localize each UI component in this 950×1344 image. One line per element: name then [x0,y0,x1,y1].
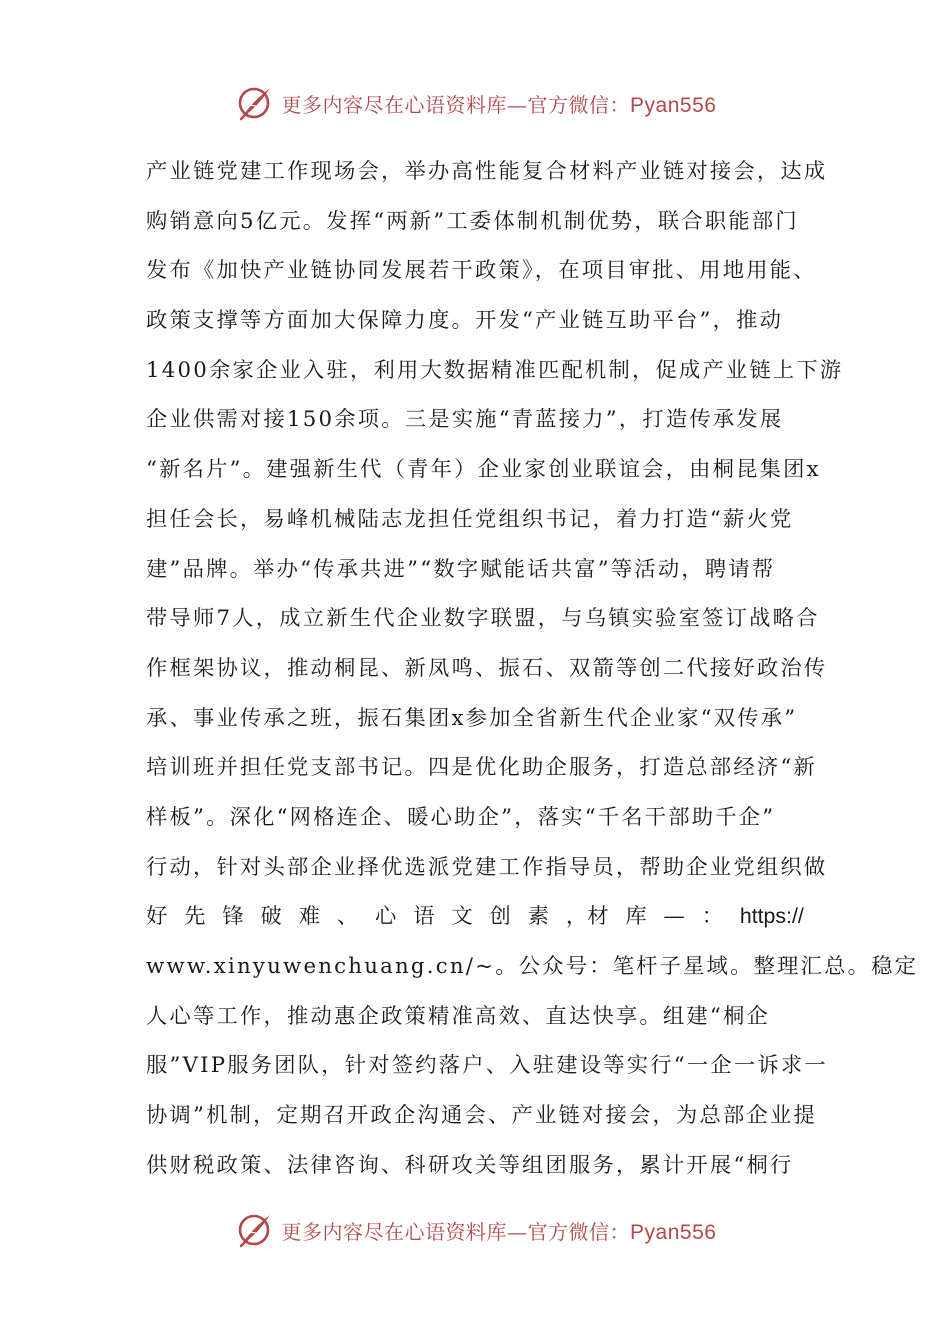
spaced-char: 素 [527,904,550,930]
banner-text [282,89,717,118]
banner-slogan: 更多内容尽在心语资料库—官方微信： [281,92,631,117]
text-line: 人心等工作，推动惠企政策精准高效、直达快享。组建“桐企 [146,1003,771,1029]
url-link[interactable]: https:// [739,904,804,929]
text-line: 承、事业传承之班，振石集团x参加全省新生代企业家“双传承” [146,705,798,731]
banner-wechat-id: Pyan556 [630,1220,717,1244]
quill-logo-icon [234,1210,274,1250]
text-line: 发布《加快产业链协同发展若干政策》，在项目审批、用地用能、 [146,258,817,284]
header-banner [0,80,950,126]
quill-logo-icon [234,83,274,123]
text-line: 作框架协议，推动桐昆、新凤鸣、振石、双箭等创二代接好政治传 [146,655,828,681]
banner-wechat-id: Pyan556 [630,93,717,117]
document-body [146,147,919,1190]
banner-text [282,1216,717,1245]
text-line: 建”品牌。举办“传承共进”“数字赋能话共富”等活动，聘请帮 [146,556,776,582]
spaced-char: 好 [146,904,168,930]
spaced-char: — [663,904,685,930]
text-line: 行动，针对头部企业择优选派党建工作指导员，帮助企业党组织做 [146,854,828,880]
banner-slogan: 更多内容尽在心语资料库—官方微信： [281,1219,631,1244]
text-line: 带导师7人，成立新生代企业数字联盟，与乌镇实验室签订战略合 [146,606,820,632]
spaced-char: 库 [625,904,647,930]
spaced-char: 创 [489,904,511,930]
text-line: 企业供需对接150余项。三是实施“青蓝接力”，打造传承发展 [146,407,784,433]
spaced-text-line [146,892,804,942]
spaced-char: 先 [184,904,206,930]
text-line: 政策支撑等方面加大保障力度。开发“产业链互助平台”，推动 [146,308,784,334]
text-line: 担任会长，易峰机械陆志龙担任党组织书记，着力打造“薪火党 [146,506,794,532]
text-line: 产业链党建工作现场会，举办高性能复合材料产业链对接会，达成 [146,159,828,184]
text-line: 培训班并担任党支部书记。四是优化助企服务，打造总部经济“新 [146,755,818,781]
spaced-char: 锋 [222,904,244,930]
footer-banner [0,1207,950,1253]
url-text-line: www.xinyuwenchuang.cn/~。公众号：笔杆子星域。整理汇总。稳定 [146,954,919,979]
text-line: 服”VIP服务团队，针对签约落户、入驻建设等实行“一企一诉求一 [146,1053,828,1079]
spaced-char: 文 [451,904,473,930]
spaced-char: 难 [298,904,320,930]
spaced-char: ，材 [565,904,609,930]
text-line: 协调”机制，定期召开政企沟通会、产业链对接会，为总部企业提 [146,1103,818,1129]
spaced-char: 破 [260,904,282,930]
text-line: 样板”。深化“网格连企、暖心助企”，落实“千名干部助千企” [146,804,776,830]
spaced-char: 心 [375,904,397,930]
spaced-char: ： [701,904,723,930]
spaced-char: 、 [336,904,359,930]
spaced-char: 语 [413,904,435,930]
text-line: “新名片”。建强新生代（青年）企业家创业联谊会，由桐昆集团x [146,457,821,483]
text-line: 购销意向5亿元。发挥“两新”工委体制机制优势，联合职能部门 [146,208,799,234]
text-line: 供财税政策、法律咨询、科研攻关等组团服务，累计开展“桐行 [146,1152,794,1178]
text-line: 1400余家企业入驻，利用大数据精准匹配机制，促成产业链上下游 [146,357,844,383]
